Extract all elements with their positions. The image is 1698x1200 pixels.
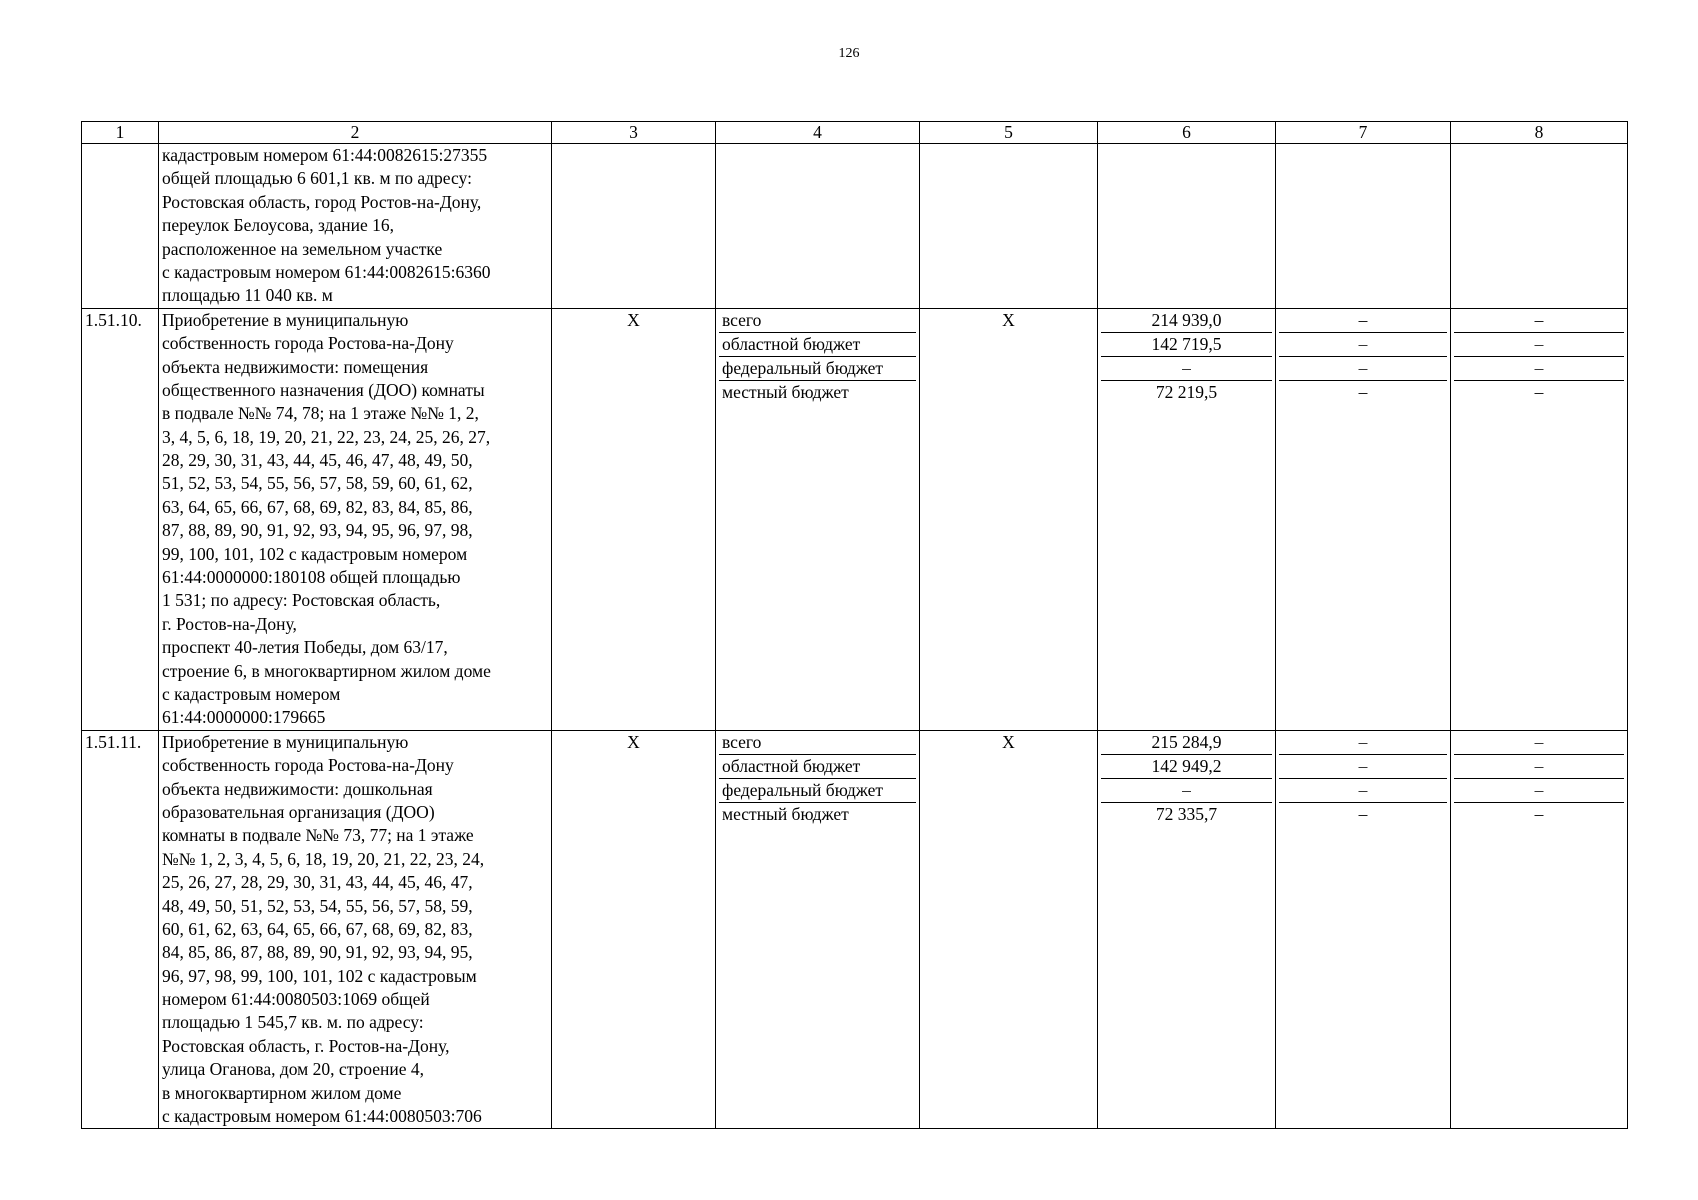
cell bbox=[716, 144, 920, 309]
description-line: 63, 64, 65, 66, 67, 68, 69, 82, 83, 84, 85, 86, bbox=[162, 496, 473, 517]
amount: – bbox=[1454, 802, 1624, 826]
description-line: 51, 52, 53, 54, 55, 56, 57, 58, 59, 60, 61, 62, bbox=[162, 473, 473, 494]
cell bbox=[552, 144, 716, 309]
table-row-1-51-11 bbox=[82, 730, 1628, 1129]
description-line: 99, 100, 101, 102 с кадастровым номером bbox=[162, 543, 468, 564]
description-line: Приобретение в муниципальную bbox=[162, 309, 409, 330]
description-line: общественного назначения (ДОО) комнаты bbox=[162, 379, 485, 400]
page-number: 126 bbox=[838, 46, 860, 61]
description-line: переулок Белоусова, здание 16, bbox=[162, 215, 395, 236]
program-table bbox=[81, 121, 1628, 1129]
amount: 72 335,7 bbox=[1101, 802, 1272, 826]
header-row bbox=[82, 122, 1628, 144]
amount: – bbox=[1534, 309, 1544, 330]
description-line: общей площадью 6 601,1 кв. м по адресу: bbox=[162, 168, 472, 189]
header-cell: 1 bbox=[82, 122, 159, 144]
amount: – bbox=[1454, 754, 1624, 778]
col3-mark: Х bbox=[552, 730, 716, 1129]
amount: – bbox=[1534, 731, 1544, 752]
description-line: г. Ростов-на-Дону, bbox=[162, 613, 297, 634]
amount: – bbox=[1279, 802, 1447, 826]
description-line: объекта недвижимости: помещения bbox=[162, 356, 429, 377]
description-line: Приобретение в муниципальную bbox=[162, 731, 409, 752]
budget-label: местный бюджет bbox=[719, 802, 916, 826]
header-cell: 3 bbox=[552, 122, 716, 144]
amount: 215 284,9 bbox=[1151, 731, 1222, 752]
amount: – bbox=[1101, 778, 1272, 802]
description-line: строение 6, в многоквартирном жилом доме bbox=[162, 660, 491, 681]
cell bbox=[920, 144, 1098, 309]
description-line: с кадастровым номером 61:44:0080503:706 bbox=[162, 1106, 482, 1127]
description-line: №№ 1, 2, 3, 4, 5, 6, 18, 19, 20, 21, 22, 23, 24, bbox=[162, 848, 485, 869]
description-line: 28, 29, 30, 31, 43, 44, 45, 46, 47, 48, 49, 50, bbox=[162, 450, 473, 471]
amount: 214 939,0 bbox=[1151, 309, 1222, 330]
description-line: собственность города Ростова-на-Дону bbox=[162, 333, 454, 354]
budget-label: федеральный бюджет bbox=[719, 356, 916, 380]
description-line: 84, 85, 86, 87, 88, 89, 90, 91, 92, 93, 94, 95, bbox=[162, 942, 473, 963]
description-line: 1 531; по адресу: Ростовская область, bbox=[162, 590, 441, 611]
budget-label: областной бюджет bbox=[719, 754, 916, 778]
amount: 142 949,2 bbox=[1101, 754, 1272, 778]
description-line: 3, 4, 5, 6, 18, 19, 20, 21, 22, 23, 24, 25, 26, 27, bbox=[162, 426, 491, 447]
description-line: кадастровым номером 61:44:0082615:27355 bbox=[162, 145, 488, 165]
row-id: 1.51.11. bbox=[82, 730, 159, 1129]
col6-values bbox=[1098, 308, 1276, 730]
description-line: 96, 97, 98, 99, 100, 101, 102 с кадастровым bbox=[162, 965, 477, 986]
cell bbox=[1276, 144, 1451, 309]
col5-mark: Х bbox=[920, 730, 1098, 1129]
description-line: номером 61:44:0080503:1069 общей bbox=[162, 989, 430, 1010]
header-cell: 8 bbox=[1451, 122, 1628, 144]
col8-values bbox=[1451, 308, 1628, 730]
col7-values bbox=[1276, 308, 1451, 730]
col8-values bbox=[1451, 730, 1628, 1129]
description-line: в многоквартирном жилом доме bbox=[162, 1082, 402, 1103]
row-id-cell bbox=[82, 144, 159, 309]
budget-label: областной бюджет bbox=[719, 332, 916, 356]
description-line: 61:44:0000000:179665 bbox=[162, 707, 326, 728]
header-cell: 5 bbox=[920, 122, 1098, 144]
amount: – bbox=[1358, 731, 1368, 752]
budget-label: местный бюджет bbox=[719, 380, 916, 404]
description-line: объекта недвижимости: дошкольная bbox=[162, 778, 433, 799]
description-line: 25, 26, 27, 28, 29, 30, 31, 43, 44, 45, 46, 47, bbox=[162, 872, 473, 893]
cell bbox=[1098, 144, 1276, 309]
description-line: площадью 1 545,7 кв. м. по адресу: bbox=[162, 1012, 424, 1033]
cell bbox=[1451, 144, 1628, 309]
budget-label: федеральный бюджет bbox=[719, 778, 916, 802]
header-cell: 4 bbox=[716, 122, 920, 144]
col6-values bbox=[1098, 730, 1276, 1129]
table-row-1-51-10 bbox=[82, 308, 1628, 730]
description-cell bbox=[159, 144, 552, 309]
col3-mark: Х bbox=[552, 308, 716, 730]
budget-source-cell bbox=[716, 730, 920, 1129]
col5-mark: Х bbox=[920, 308, 1098, 730]
amount: – bbox=[1279, 754, 1447, 778]
description-line: расположенное на земельном участке bbox=[162, 238, 443, 259]
amount: – bbox=[1454, 356, 1624, 380]
col7-values bbox=[1276, 730, 1451, 1129]
header-cell: 6 bbox=[1098, 122, 1276, 144]
amount: – bbox=[1358, 309, 1368, 330]
continuation-row bbox=[82, 144, 1628, 309]
budget-label: всего bbox=[722, 309, 762, 330]
description-line: площадью 11 040 кв. м bbox=[162, 285, 333, 306]
description-line: 87, 88, 89, 90, 91, 92, 93, 94, 95, 96, 97, 98, bbox=[162, 520, 473, 541]
amount: – bbox=[1454, 778, 1624, 802]
description-line: Ростовская область, город Ростов-на-Дону, bbox=[162, 191, 482, 212]
description-line: улица Оганова, дом 20, строение 4, bbox=[162, 1059, 424, 1080]
description-line: с кадастровым номером bbox=[162, 683, 341, 704]
amount: 72 219,5 bbox=[1101, 380, 1272, 404]
description-line: 48, 49, 50, 51, 52, 53, 54, 55, 56, 57, 58, 59, bbox=[162, 895, 473, 916]
budget-label: всего bbox=[722, 731, 762, 752]
amount: – bbox=[1279, 380, 1447, 404]
budget-source-cell bbox=[716, 308, 920, 730]
amount: – bbox=[1279, 778, 1447, 802]
amount: – bbox=[1101, 356, 1272, 380]
description-cell bbox=[159, 730, 552, 1129]
amount: – bbox=[1279, 332, 1447, 356]
header-cell: 7 bbox=[1276, 122, 1451, 144]
description-line: Ростовская область, г. Ростов-на-Дону, bbox=[162, 1035, 450, 1056]
amount: 142 719,5 bbox=[1101, 332, 1272, 356]
row-id: 1.51.10. bbox=[82, 308, 159, 730]
amount: – bbox=[1279, 356, 1447, 380]
description-line: 60, 61, 62, 63, 64, 65, 66, 67, 68, 69, 82, 83, bbox=[162, 918, 473, 939]
amount: – bbox=[1454, 332, 1624, 356]
description-line: с кадастровым номером 61:44:0082615:6360 bbox=[162, 261, 491, 282]
header-cell: 2 bbox=[159, 122, 552, 144]
description-line: собственность города Ростова-на-Дону bbox=[162, 755, 454, 776]
description-line: в подвале №№ 74, 78; на 1 этаже №№ 1, 2, bbox=[162, 403, 479, 424]
description-line: 61:44:0000000:180108 общей площадью bbox=[162, 567, 461, 588]
description-cell bbox=[159, 308, 552, 730]
amount: – bbox=[1454, 380, 1624, 404]
description-line: комнаты в подвале №№ 73, 77; на 1 этаже bbox=[162, 825, 474, 846]
description-line: образовательная организация (ДОО) bbox=[162, 801, 435, 822]
description-line: проспект 40-летия Победы, дом 63/17, bbox=[162, 637, 448, 658]
